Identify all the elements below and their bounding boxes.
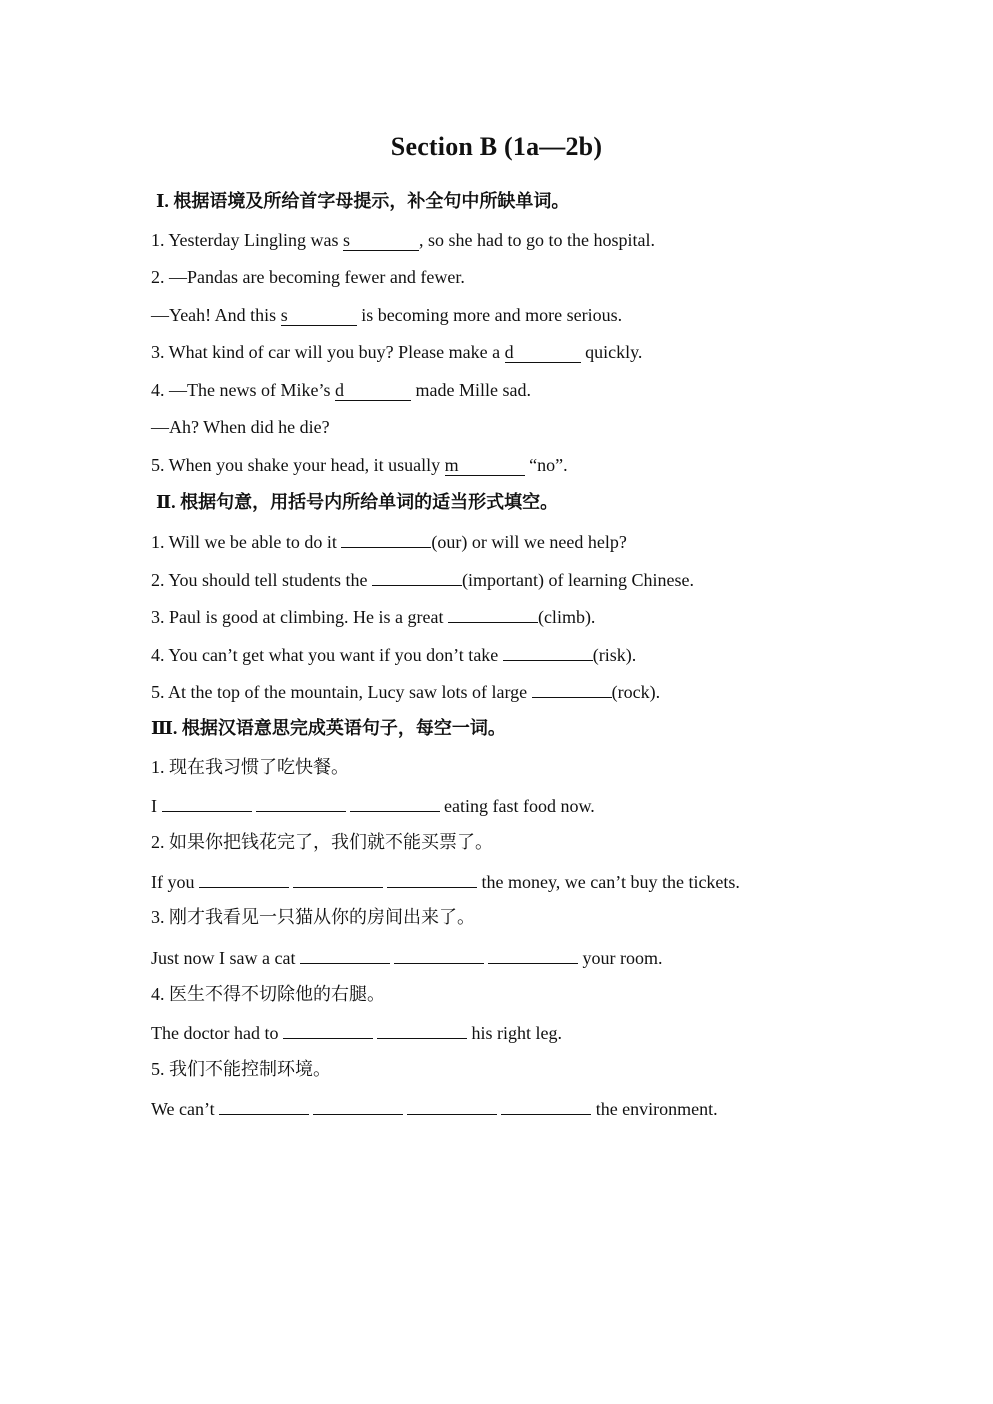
question-text: 4. You can’t get what you want if you don’t take <box>151 645 503 665</box>
question-text: his right leg. <box>466 1023 562 1043</box>
part2-question-4 <box>151 641 636 667</box>
question-text: the money, we can’t buy the tickets. <box>477 872 740 892</box>
answer-blank[interactable] <box>501 1095 591 1115</box>
question-text: 1. Will we be able to do it <box>151 532 342 552</box>
answer-blank[interactable] <box>350 792 440 812</box>
question-text: 4. —The news of Mike’s <box>151 380 335 400</box>
question-text: (important) of learning Chinese. <box>462 570 694 590</box>
question-text: We can’t <box>151 1099 220 1119</box>
answer-blank[interactable] <box>343 231 419 251</box>
part3-question-3-chinese: 3. 刚才我看见一只猫从你的房间出来了。 <box>151 907 475 927</box>
answer-blank[interactable] <box>293 868 383 888</box>
question-text: (climb). <box>537 607 596 627</box>
question-text: —Yeah! And this <box>151 305 281 325</box>
answer-blank[interactable] <box>281 306 357 326</box>
part3-question-1-chinese: 1. 现在我习惯了吃快餐。 <box>151 757 349 777</box>
question-text: “no”. <box>524 455 568 475</box>
answer-blank[interactable] <box>505 343 581 363</box>
answer-blank[interactable] <box>445 456 525 476</box>
question-text: (our) or will we need help? <box>431 532 627 552</box>
part1-question-4-line-2: —Ah? When did he die? <box>151 417 330 437</box>
answer-blank[interactable] <box>488 944 578 964</box>
part3-question-5-chinese: 5. 我们不能控制环境。 <box>151 1059 331 1079</box>
part3-question-2-chinese: 2. 如果你把钱花完了，我们就不能买票了。 <box>151 832 493 852</box>
answer-blank[interactable] <box>313 1095 403 1115</box>
question-text: your room. <box>577 948 663 968</box>
answer-blank[interactable] <box>335 381 411 401</box>
part1-question-4-line-1 <box>151 378 531 402</box>
part1-question-3 <box>151 340 642 364</box>
question-text: is becoming more and more serious. <box>356 305 623 325</box>
question-text: (rock). <box>611 682 661 702</box>
answer-blank[interactable] <box>394 944 484 964</box>
part1-question-5 <box>151 453 568 477</box>
page-title: Section B (1a—2b) <box>390 132 603 161</box>
part1-question-2-line-2 <box>151 303 622 327</box>
part1-question-2-line-1: 2. —Pandas are becoming fewer and fewer. <box>151 267 465 287</box>
answer-blank[interactable] <box>448 603 538 623</box>
part1-question-1 <box>151 228 655 252</box>
question-text: , so she had to go to the hospital. <box>419 230 655 250</box>
part3-question-4-chinese: 4. 医生不得不切除他的右腿。 <box>151 984 385 1004</box>
part2-question-2 <box>151 566 694 592</box>
part3-question-5-english <box>151 1095 718 1121</box>
answer-blank[interactable] <box>300 944 390 964</box>
question-text: 5. When you shake your head, it usually <box>151 455 445 475</box>
answer-blank[interactable] <box>503 641 593 661</box>
answer-blank[interactable] <box>377 1019 467 1039</box>
question-text: 3. Paul is good at climbing. He is a great <box>151 607 448 627</box>
answer-blank[interactable] <box>387 868 477 888</box>
answer-blank[interactable] <box>372 566 462 586</box>
first-letter-hint: d <box>504 342 514 362</box>
part3-question-1-english <box>151 792 595 818</box>
answer-blank[interactable] <box>219 1095 309 1115</box>
part2-question-1 <box>151 528 627 554</box>
question-text: quickly. <box>580 342 643 362</box>
first-letter-hint: s <box>343 230 351 250</box>
question-text: 5. At the top of the mountain, Lucy saw lots of large <box>151 682 532 702</box>
question-text: I <box>151 796 162 816</box>
first-letter-hint: d <box>334 380 344 400</box>
question-text: the environment. <box>591 1099 718 1119</box>
question-text: made Mille sad. <box>410 380 531 400</box>
part3-question-2-english <box>151 868 740 894</box>
part2-heading: Ⅱ. 根据句意，用括号内所给单词的适当形式填空。 <box>156 492 559 512</box>
answer-blank[interactable] <box>162 792 252 812</box>
part1-heading: Ⅰ. 根据语境及所给首字母提示，补全句中所缺单词。 <box>156 191 570 211</box>
question-text: 2. You should tell students the <box>151 570 373 590</box>
answer-blank[interactable] <box>532 678 612 698</box>
part2-question-3 <box>151 603 595 629</box>
part3-question-3-english <box>151 944 662 970</box>
question-text: If you <box>151 872 199 892</box>
question-text: 1. Yesterday Lingling was <box>151 230 343 250</box>
first-letter-hint: s <box>280 305 288 325</box>
question-text: The doctor had to <box>151 1023 283 1043</box>
answer-blank[interactable] <box>407 1095 497 1115</box>
part2-question-5 <box>151 678 660 704</box>
answer-blank[interactable] <box>256 792 346 812</box>
question-text: (risk). <box>592 645 637 665</box>
question-text: 3. What kind of car will you buy? Please make a <box>151 342 505 362</box>
question-text: Just now I saw a cat <box>151 948 300 968</box>
answer-blank[interactable] <box>199 868 289 888</box>
part3-question-4-english <box>151 1019 562 1045</box>
answer-blank[interactable] <box>283 1019 373 1039</box>
first-letter-hint: m <box>444 455 459 475</box>
question-text: eating fast food now. <box>439 796 595 816</box>
answer-blank[interactable] <box>341 528 431 548</box>
part3-heading: Ⅲ. 根据汉语意思完成英语句子，每空一词。 <box>151 718 506 738</box>
